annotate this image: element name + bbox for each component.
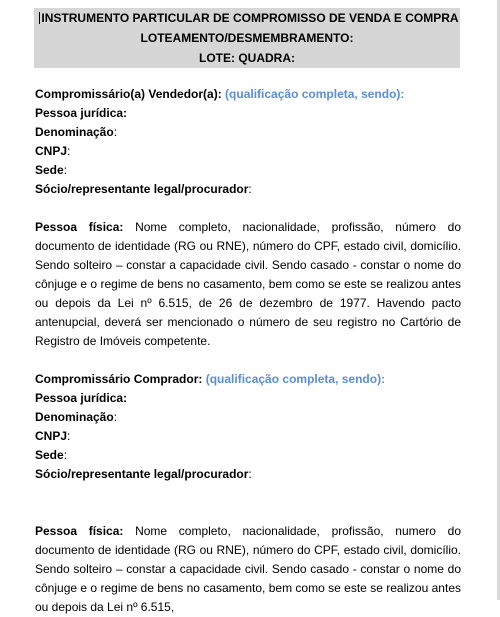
seller-cnpj-label-text: CNPJ [35, 144, 68, 158]
title-line-2: LOTEAMENTO/DESMEMBRAMENTO: [140, 31, 354, 45]
seller-name-label [35, 123, 461, 142]
buyer-cnpj-label-colon: : [67, 429, 71, 443]
buyer-natural-person-paragraph: Pessoa física: Nome completo, nacionalidade, profissão, numero do documento de identidade (RG ou RNE), número do CPF, estado civil, domicílio. Sendo solteiro – constar a capacidade civil. Sendo casado - constar o nome do cônjuge e o regime de bens no casamento, bem como se este se realizou antes ou depois da Lei nº 6.515, [35, 524, 461, 614]
buyer-seat-label-colon: : [63, 448, 68, 462]
buyer-legal-entity-label: Pessoa jurídica: [35, 391, 128, 405]
document-title-box [34, 8, 460, 68]
document-body [35, 85, 461, 617]
buyer-name-label [35, 408, 461, 427]
buyer-name-label-colon: : [113, 410, 118, 424]
seller-partner-label [35, 180, 461, 199]
buyer-heading: Compromissário Comprador: (qualificação completa, sendo): [35, 372, 386, 386]
seller-partner-label-colon: : [248, 182, 252, 196]
seller-seat-label-colon: : [63, 163, 68, 177]
seller-name-label-colon: : [113, 125, 118, 139]
seller-natural-person-paragraph: Pessoa física: Nome completo, nacionalidade, profissão, número do documento de identidade (RG ou RNE), número do CPF, estado civil, domicílio. Sendo solteiro – constar a capacidade civil. Sendo casado - constar o nome do cônjuge e o regime de bens no casamento, bem como se este se realizou antes ou depois da Lei nº 6.515, de 26 de dezembro de 1977. Havendo pacto antenupcial, deverá ser mencionado o número de seu registro no Cartório de Registro de Imóveis competente. [35, 220, 461, 348]
seller-seat-label-text: Sede [35, 163, 64, 177]
seller-note: (qualificação completa, sendo): [225, 87, 405, 101]
seller-seat-label [35, 161, 461, 180]
seller-legal-entity-label: Pessoa jurídica: [35, 106, 128, 120]
seller-name-label-text: Denominação [35, 125, 114, 139]
seller-heading: Compromissário(a) Vendedor(a): (qualificação completa, sendo): [35, 87, 405, 101]
seller-cnpj-label [35, 142, 461, 161]
buyer-partner-label [35, 465, 461, 484]
buyer-seat-label [35, 446, 461, 465]
buyer-cnpj-label-text: CNPJ [35, 429, 68, 443]
buyer-note: (qualificação completa, sendo): [205, 372, 386, 386]
seller-cnpj-label-colon: : [67, 144, 71, 158]
buyer-partner-label-colon: : [248, 467, 252, 481]
seller-partner-label-text: Sócio/representante legal/procurador [35, 182, 249, 196]
title-line-3: LOTE: QUADRA: [199, 51, 295, 65]
title-line-1: INSTRUMENTO PARTICULAR DE COMPROMISSO DE VENDA E COMPRA [41, 11, 459, 25]
buyer-partner-label-text: Sócio/representante legal/procurador [35, 467, 249, 481]
buyer-seat-label-text: Sede [35, 448, 64, 462]
buyer-cnpj-label [35, 427, 461, 446]
buyer-name-label-text: Denominação [35, 410, 114, 424]
